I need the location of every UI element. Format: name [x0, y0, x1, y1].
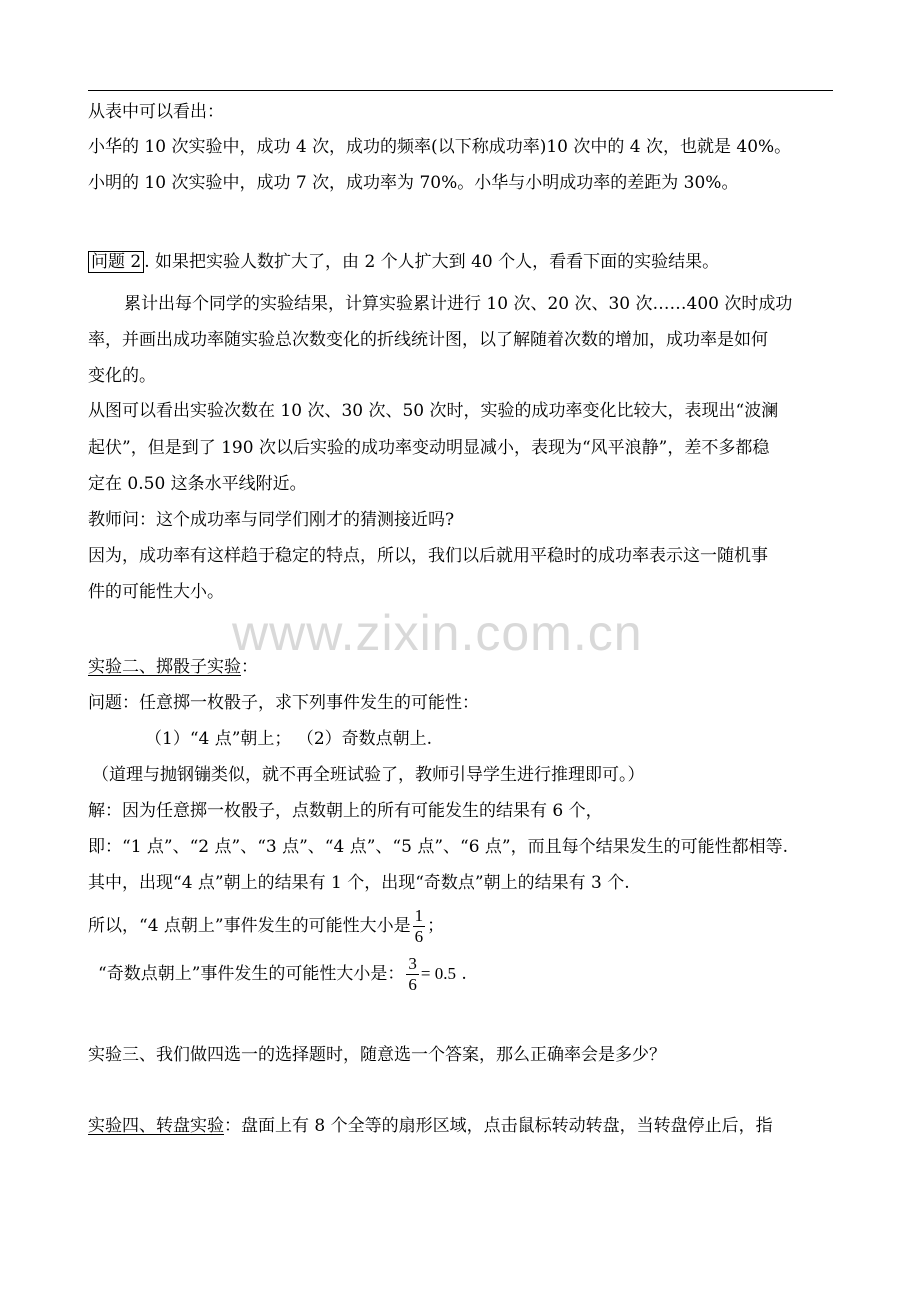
text-line: 因为，成功率有这样趋于稳定的特点，所以，我们以后就用平稳时的成功率表示这一随机事 [88, 546, 768, 566]
text-line: 问题：任意掷一枚骰子，求下列事件发生的可能性： [88, 693, 479, 713]
text-line: 小明的 10 次实验中，成功 7 次，成功率为 70%。小华与小明成功率的差距为 30%。 [88, 173, 739, 193]
text-line: 从表中可以看出： [88, 102, 224, 122]
question-2-line [88, 250, 719, 274]
text-line: （1）“4 点”朝上； （2）奇数点朝上. [145, 729, 433, 749]
experiment-2-heading: 实验二、掷骰子实验： [88, 657, 258, 677]
fraction: $\frac{3}{6}$ [408, 954, 417, 994]
experiment-2-title: 实验二、掷骰子实验 [88, 657, 241, 677]
question-2-label: 问题 2 [88, 251, 144, 273]
text-line: 教师问：这个成功率与同学们刚才的猜测接近吗? [88, 510, 455, 530]
header-rule [88, 90, 833, 91]
text-line: 从图可以看出实验次数在 10 次、30 次、50 次时，实验的成功率变化比较大，表现出“波澜 [88, 401, 779, 421]
text-line: 小华的 10 次实验中，成功 4 次，成功的频率(以下称成功率)10 次中的 4 次，也就是 40%。 [88, 137, 792, 157]
text-line: 起伏”，但是到了 190 次以后实验的成功率变动明显减小，表现为“风平浪静”，差不多都稳 [88, 438, 770, 458]
text-line: 变化的。 [88, 366, 156, 386]
experiment-4-title: 实验四、转盘实验 [88, 1116, 224, 1136]
text-line: （道理与抛钢镚类似，就不再全班试验了，教师引导学生进行推理即可。） [92, 765, 645, 785]
text-line: 累计出每个同学的实验结果，计算实验累计进行 10 次、20 次、30 次……400 次时成功 [124, 294, 793, 314]
experiment-4-line: 实验四、转盘实验：盘面上有 8 个全等的扇形区域，点击鼠标转动转盘，当转盘停止后，指 [88, 1116, 773, 1136]
text-line: 定在 0.50 这条水平线附近。 [88, 474, 307, 494]
solution-line-4: 所以，“4 点朝上”事件发生的可能性大小是 $\frac{1}{6}$ ； [88, 906, 445, 946]
fraction: $\frac{1}{6}$ [414, 906, 424, 946]
text-line: 件的可能性大小。 [88, 582, 224, 602]
text-line: 率，并画出成功率随实验总次数变化的折线统计图，以了解随着次数的增加，成功率是如何 [88, 330, 768, 350]
text-line: 解：因为任意掷一枚骰子，点数朝上的所有可能发生的结果有 6 个， [88, 801, 603, 821]
text-line: 即：“1 点”、“2 点”、“3 点”、“4 点”、“5 点”、“6 点”，而且每个结果发生的可能性都相等. [88, 837, 789, 857]
solution-line-5: “奇数点朝上”事件发生的可能性大小是： $\frac{3}{6}$ = 0.5 . [98, 954, 467, 994]
text-line: 其中，出现“4 点”朝上的结果有 1 个，出现“奇数点”朝上的结果有 3 个. [88, 873, 630, 893]
question-2-text: . 如果把实验人数扩大了，由 2 个人扩大到 40 个人，看看下面的实验结果。 [144, 252, 720, 272]
watermark: www.zixin.com.cn [232, 605, 643, 661]
text-line: 实验三、我们做四选一的选择题时，随意选一个答案，那么正确率会是多少？ [88, 1045, 666, 1065]
